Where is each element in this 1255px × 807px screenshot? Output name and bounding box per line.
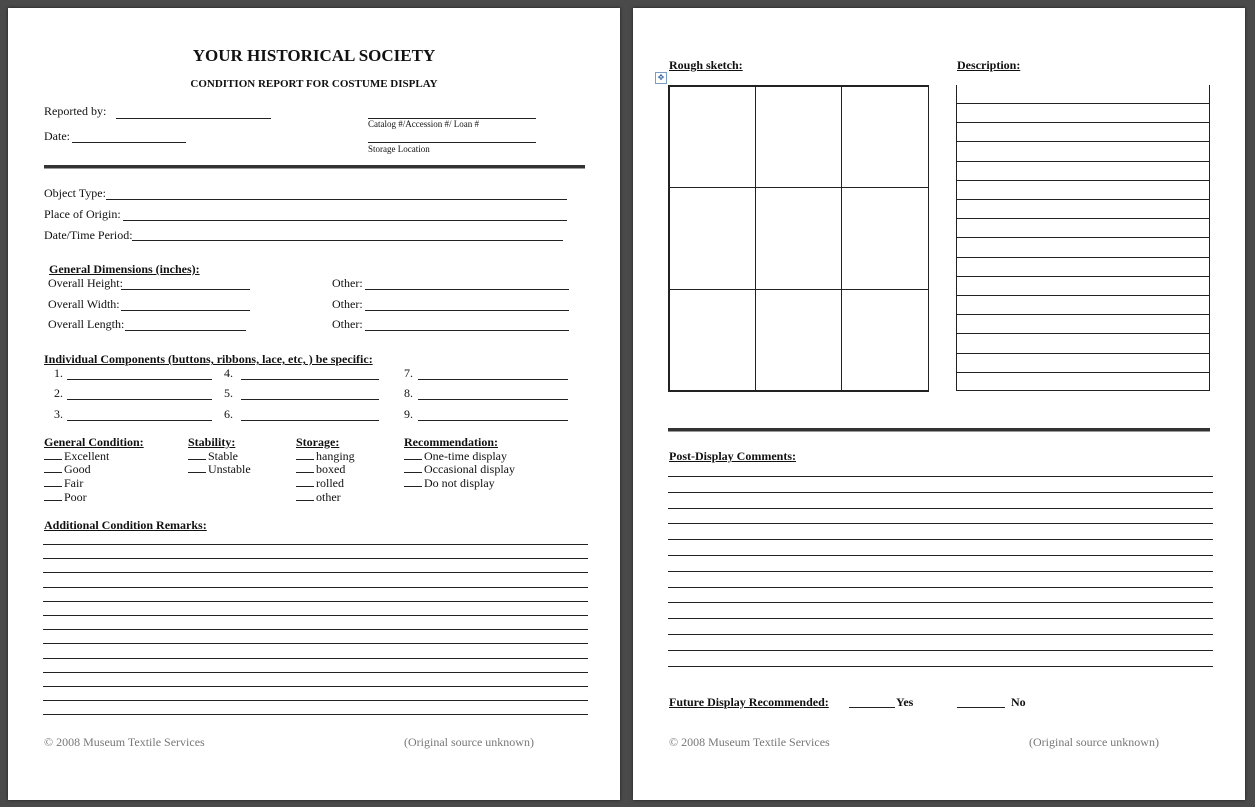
sketch-cell[interactable] (669, 289, 756, 392)
footer-copyright: © 2008 Museum Textile Services (44, 735, 205, 749)
components-heading: Individual Components (buttons, ribbons, lace, etc, ) be specific: (44, 352, 373, 366)
ruled-line[interactable] (668, 476, 1213, 477)
description-line[interactable] (957, 295, 1209, 296)
description-line[interactable] (957, 161, 1209, 162)
report-subtitle: CONDITION REPORT FOR COSTUME DISPLAY (190, 78, 438, 90)
component-number-6: 6. (224, 407, 233, 421)
overall-length-field[interactable] (125, 330, 246, 331)
ruled-line[interactable] (668, 587, 1213, 588)
other-label-2: Other: (332, 297, 363, 311)
description-line[interactable] (957, 218, 1209, 219)
component-number-8: 8. (404, 386, 413, 400)
component-number-3: 3. (54, 407, 63, 421)
component-number-9: 9. (404, 407, 413, 421)
ruled-line[interactable] (668, 602, 1213, 603)
ruled-line[interactable] (668, 523, 1213, 524)
place-of-origin-field[interactable] (123, 220, 567, 221)
sketch-cell[interactable] (841, 86, 928, 189)
other-field-1[interactable] (365, 289, 569, 290)
description-line[interactable] (957, 141, 1209, 142)
sketch-cell[interactable] (841, 187, 928, 290)
reported-by-field[interactable] (116, 118, 271, 119)
description-line[interactable] (957, 237, 1209, 238)
storage-heading: Storage: (296, 435, 340, 449)
future-no-label: No (1011, 695, 1026, 709)
overall-length-label: Overall Length: (48, 317, 125, 331)
ruled-line[interactable] (668, 555, 1213, 556)
society-title: YOUR HISTORICAL SOCIETY (192, 46, 436, 65)
description-line[interactable] (957, 122, 1209, 123)
component-number-5: 5. (224, 386, 233, 400)
storage-location-field[interactable] (368, 142, 536, 143)
ruled-line[interactable] (668, 634, 1213, 635)
date-field[interactable] (72, 142, 186, 143)
ruled-line[interactable] (43, 714, 588, 715)
ruled-line[interactable] (43, 629, 588, 630)
move-handle-icon[interactable]: ✥ (655, 72, 667, 84)
general-condition-heading: General Condition: (44, 435, 144, 449)
ruled-line[interactable] (668, 618, 1213, 619)
sketch-cell[interactable] (755, 289, 842, 392)
sketch-cell[interactable] (841, 289, 928, 392)
component-field-8[interactable] (418, 399, 568, 400)
other-field-3[interactable] (365, 330, 569, 331)
post-display-heading: Post-Display Comments: (669, 449, 796, 463)
description-line[interactable] (957, 199, 1209, 200)
overall-width-label: Overall Width: (48, 297, 120, 311)
recommendation-option-do-not[interactable]: Do not display (404, 476, 495, 491)
ruled-line[interactable] (43, 672, 588, 673)
condition-option-excellent[interactable]: Excellent (44, 449, 109, 464)
section-divider (44, 165, 585, 169)
ruled-line[interactable] (43, 601, 588, 602)
condition-option-fair[interactable]: Fair (44, 476, 83, 491)
footer-source-2: (Original source unknown) (1029, 735, 1159, 749)
place-of-origin-label: Place of Origin: (44, 207, 121, 221)
stability-option-stable[interactable]: Stable (188, 449, 238, 464)
catalog-label: Catalog #/Accession #/ Loan # (368, 119, 479, 129)
ruled-line[interactable] (43, 572, 588, 573)
description-line[interactable] (957, 333, 1209, 334)
ruled-line[interactable] (668, 571, 1213, 572)
ruled-line[interactable] (668, 650, 1213, 651)
section-divider-2 (668, 428, 1210, 432)
component-number-7: 7. (404, 366, 413, 380)
ruled-line[interactable] (668, 508, 1213, 509)
sketch-cell[interactable] (755, 187, 842, 290)
component-field-9[interactable] (418, 420, 568, 421)
ruled-line[interactable] (668, 539, 1213, 540)
recommendation-option-occasional[interactable]: Occasional display (404, 462, 515, 477)
condition-option-good[interactable]: Good (44, 462, 91, 477)
date-label: Date: (44, 129, 70, 143)
ruled-line[interactable] (43, 658, 588, 659)
component-field-7[interactable] (418, 379, 568, 380)
description-line[interactable] (957, 257, 1209, 258)
other-label-3: Other: (332, 317, 363, 331)
description-line[interactable] (957, 372, 1209, 373)
description-heading: Description: (957, 58, 1021, 72)
stability-option-unstable[interactable]: Unstable (188, 462, 251, 477)
sketch-cell[interactable] (755, 86, 842, 189)
ruled-line[interactable] (43, 587, 588, 588)
sketch-grid[interactable] (668, 85, 929, 392)
recommendation-option-one-time[interactable]: One-time display (404, 449, 507, 464)
component-number-2: 2. (54, 386, 63, 400)
ruled-line[interactable] (43, 643, 588, 644)
stability-heading: Stability: (188, 435, 236, 449)
date-period-field[interactable] (132, 240, 563, 241)
future-yes-field[interactable] (849, 707, 895, 708)
future-yes-label: Yes (896, 695, 914, 709)
description-box[interactable] (956, 85, 1210, 391)
component-field-5[interactable] (241, 399, 379, 400)
reported-by-label: Reported by: (44, 104, 107, 118)
page-2 (633, 8, 1245, 800)
overall-height-label: Overall Height: (48, 276, 123, 290)
remarks-heading: Additional Condition Remarks: (44, 518, 207, 532)
other-field-2[interactable] (365, 310, 569, 311)
sketch-heading: Rough sketch: (669, 58, 743, 72)
component-field-1[interactable] (67, 379, 212, 380)
component-field-6[interactable] (241, 420, 379, 421)
description-line[interactable] (957, 353, 1209, 354)
sketch-cell[interactable] (669, 187, 756, 290)
ruled-line[interactable] (668, 666, 1213, 667)
component-field-4[interactable] (241, 379, 379, 380)
overall-width-field[interactable] (121, 310, 250, 311)
component-field-3[interactable] (67, 420, 212, 421)
component-number-1: 1. (54, 366, 63, 380)
condition-option-poor[interactable]: Poor (44, 490, 87, 505)
other-label-1: Other: (332, 276, 363, 290)
recommendation-heading: Recommendation: (404, 435, 498, 449)
storage-option-rolled[interactable]: rolled (296, 476, 344, 491)
ruled-line[interactable] (668, 492, 1213, 493)
ruled-line[interactable] (43, 700, 588, 701)
footer-copyright-2: © 2008 Museum Textile Services (669, 735, 830, 749)
ruled-line[interactable] (43, 558, 588, 559)
storage-option-other[interactable]: other (296, 490, 341, 505)
component-number-4: 4. (224, 366, 233, 380)
future-no-field[interactable] (957, 707, 1005, 708)
page-1 (8, 8, 620, 800)
ruled-line[interactable] (43, 615, 588, 616)
component-field-2[interactable] (67, 399, 212, 400)
object-type-label: Object Type: (44, 186, 106, 200)
sketch-cell[interactable] (669, 86, 756, 189)
description-line[interactable] (957, 103, 1209, 104)
dimensions-heading: General Dimensions (inches): (49, 262, 200, 276)
ruled-line[interactable] (43, 686, 588, 687)
object-type-field[interactable] (106, 199, 567, 200)
storage-option-hanging[interactable]: hanging (296, 449, 355, 464)
ruled-line[interactable] (43, 544, 588, 545)
future-display-label: Future Display Recommended: (669, 695, 829, 709)
overall-height-field[interactable] (121, 289, 250, 290)
date-period-label: Date/Time Period: (44, 228, 133, 242)
storage-location-label: Storage Location (368, 144, 430, 154)
description-line[interactable] (957, 180, 1209, 181)
description-line[interactable] (957, 276, 1209, 277)
description-line[interactable] (957, 314, 1209, 315)
storage-option-boxed[interactable]: boxed (296, 462, 345, 477)
footer-source: (Original source unknown) (404, 735, 534, 749)
